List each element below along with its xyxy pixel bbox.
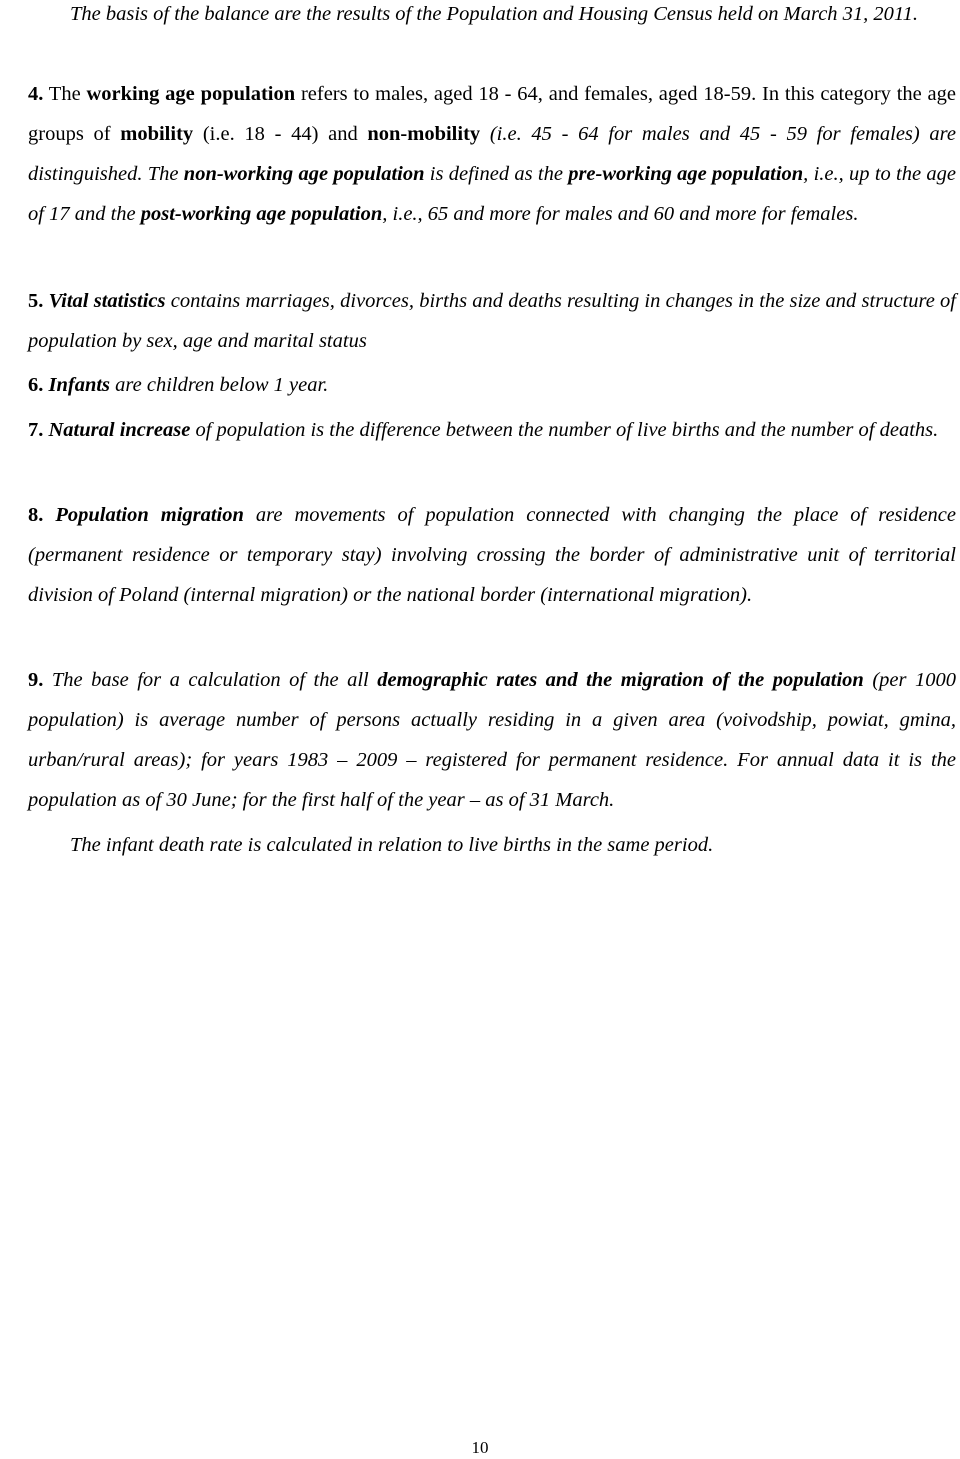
item-text: contains marriages, divorces, births and deaths resulting in changes in the size and structure of population by sex, age and marital status [28,290,956,352]
definition-item-7 [28,410,956,450]
intro-paragraph [28,0,956,34]
item-text: of population is the difference between the number of live births and the number of deaths. [190,419,939,441]
term-natural-increase: Natural increase [43,419,191,441]
definition-item-4 [28,74,956,234]
term-pre-working-age-population: pre-working age population [568,163,804,185]
item-text: are movements of population connected with changing the place of residence (permanent residence or temporary stay) involving crossing the border of administrative unit of territorial division of Poland (internal migration) or the national border (international migration). [28,504,957,606]
term-non-mobility: non-mobility [367,123,481,145]
definition-item-6 [28,365,956,405]
item-number: 9. [28,669,44,691]
definition-item-8 [28,495,956,615]
item-number: 6. [28,374,44,396]
item-text: is defined as the [424,163,569,185]
term-population-migration: Population migration [43,504,244,526]
item-text: , i.e., up to the age of 17 and the [28,163,956,225]
item-text: , i.e., 65 and more for males and 60 and more for females. [382,203,859,225]
item-text: (i.e. 18 - 44) and [193,123,368,145]
item-text: refers to males, aged 18 - 64, and females, aged 18-59. In this category the age groups of [28,83,956,145]
term-demographic-rates: demographic rates and the migration of the population [377,669,864,691]
item-text: The base for a calculation of the all [43,669,378,691]
item-number: 5. [28,290,44,312]
item-number: 7. [28,419,44,441]
item-number: 8. [28,504,44,526]
intro-text: The basis of the balance are the results of the Population and Housing Census held on March 31, 2011. [70,3,919,25]
page-number: 10 [471,1438,489,1457]
term-non-working-age-population: non-working age population [183,163,425,185]
term-vital-statistics: Vital statistics [43,290,166,312]
item-text: The [43,83,87,105]
note-text: The infant death rate is calculated in relation to live births in the same period. [70,834,714,856]
item-text: (i.e. 45 - 64 for males and 45 - 59 for females) are distinguished. The [28,123,956,185]
term-infants: Infants [43,374,111,396]
item-text: (per 1000 population) is average number of persons actually residing in a given area (voivodship, powiat, gmina, urban/rural areas); for years 1983 – 2009 – registered for permanent residence. For annual data it is the population as of 30 June; for the first half of the year – as of 31 March. [28,669,956,811]
term-mobility: mobility [120,123,194,145]
term-working-age-population: working age population [86,83,296,105]
term-post-working-age-population: post-working age population [140,203,383,225]
definition-item-5 [28,281,956,361]
item-text: are children below 1 year. [110,374,329,396]
item-number: 4. [28,83,44,105]
definition-item-9 [28,660,956,820]
infant-death-rate-note [28,825,956,865]
